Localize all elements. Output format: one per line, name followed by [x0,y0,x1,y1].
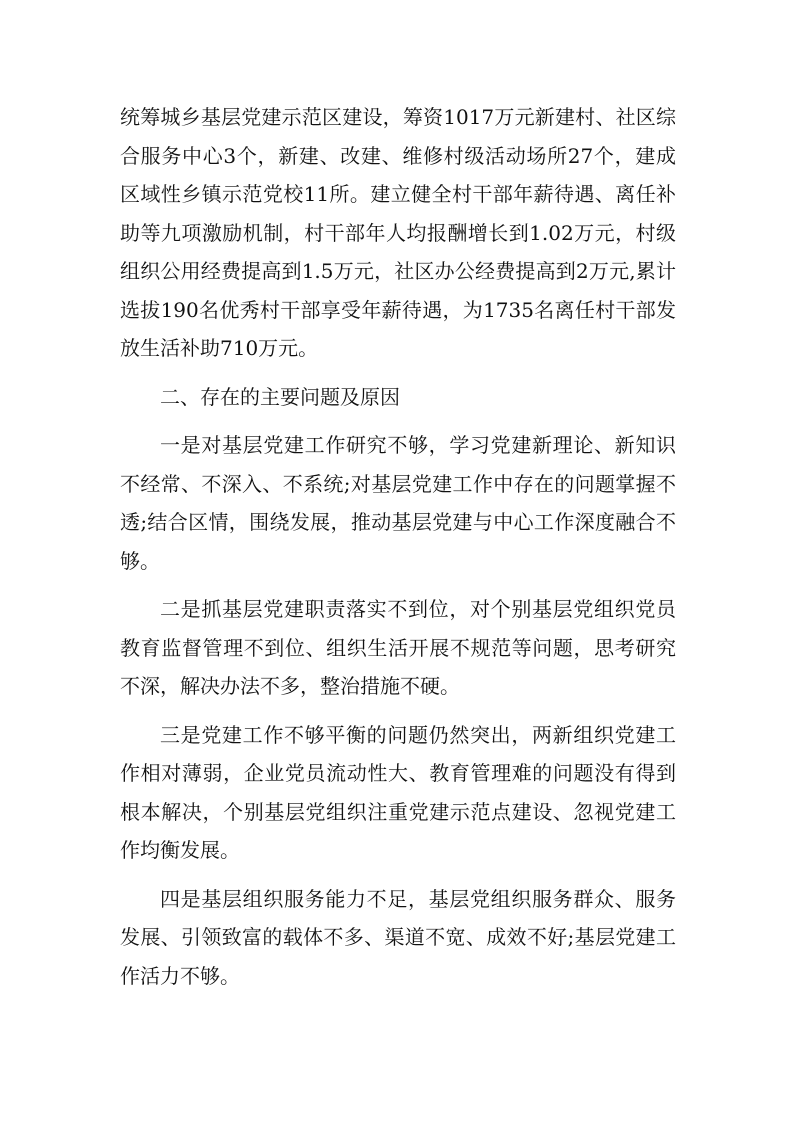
paragraph-problem-three: 三是党建工作不够平衡的问题仍然突出，两新组织党建工作相对薄弱，企业党员流动性大、教育管理难的问题没有得到根本解决，个别基层党组织注重党建示范点建设、忽视党建工作均衡发展。 [120,722,676,862]
paragraph-problem-two: 二是抓基层党建职责落实不到位，对个别基层党组织党员教育监督管理不到位、组织生活开展不规范等问题，思考研究不深，解决办法不多，整治措施不硬。 [120,597,676,698]
section-heading-main-problems: 二、存在的主要问题及原因 [160,384,400,409]
document-body [120,98,676,995]
paragraph-problem-one: 一是对基层党建工作研究不够，学习党建新理论、新知识不经常、不深入、不系统;对基层党建工作中存在的问题掌握不透;结合区情，围绕发展，推动基层党建与中心工作深度融合不够。 [120,433,676,573]
paragraph-problem-four: 四是基层组织服务能力不足，基层党组织服务群众、服务发展、引领致富的载体不多、渠道不宽、成效不好;基层党建工作活力不够。 [120,886,676,988]
paragraph-overall-planning: 统筹城乡基层党建示范区建设，筹资1017万元新建村、社区综合服务中心3个，新建、改建、维修村级活动场所27个，建成区域性乡镇示范党校11所。建立健全村干部年薪待遇、离任补助等九项激励机制，村干部年人均报酬增长到1.02万元，村级组织公用经费提高到1.5万元，社区办公经费提高到2万元,累计选拔190名优秀村干部享受年薪待遇，为1735名离任村干部发放生活补助710万元。 [120,105,676,360]
